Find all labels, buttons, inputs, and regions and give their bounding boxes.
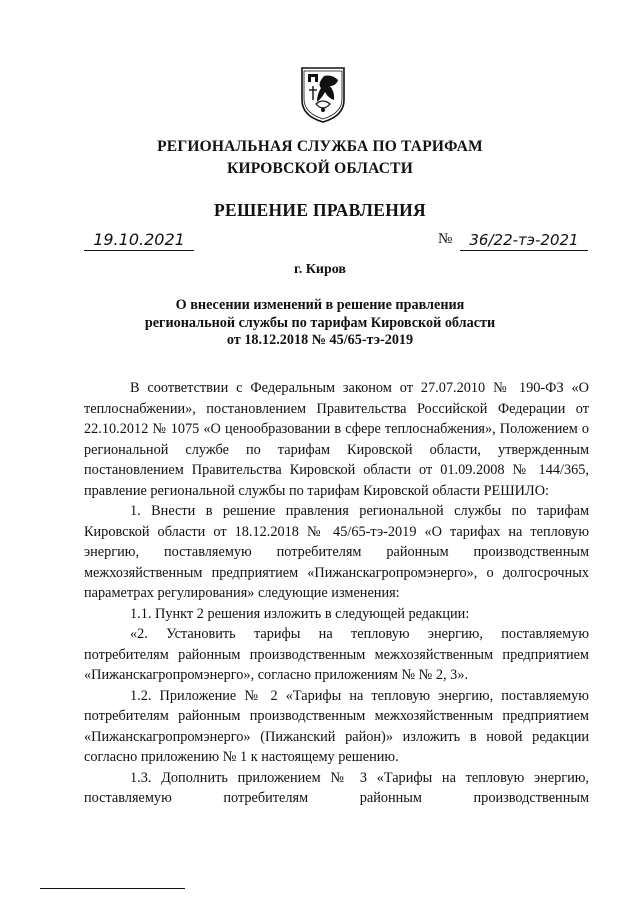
subject-line: О внесении изменений в решение правления [175,297,465,313]
coat-of-arms-icon [300,66,346,124]
body-paragraph [84,501,589,604]
document-subject [100,297,540,350]
body-paragraph [84,624,589,686]
paragraph-text: «2. Установить тарифы на тепловую энергию, поставляемую потребителям районным производственным межхозяйственным предприятием «Пижанскагропромэнерго», согласно приложениям № № 2, 3». [84,626,589,683]
document-date: 19.10.2021 [84,228,194,251]
body-paragraph [84,686,589,768]
document-body [84,378,589,809]
paragraph-text: 1.1. Пункт 2 решения изложить в следующей редакции: [130,605,470,622]
document-number [438,228,588,250]
organization-name-line1: РЕГИОНАЛЬНАЯ СЛУЖБА ПО ТАРИФАМ [157,138,483,155]
city: г. Киров [294,262,346,277]
number-value: 36/22-тэ-2021 [460,228,588,251]
subject-line: от 18.12.2018 № 45/65-тэ-2019 [226,332,414,348]
subject-line: региональной службы по тарифам Кировской области [144,314,496,331]
body-paragraph [84,378,589,501]
number-sign: № [438,231,453,247]
organization-name-line2: КИРОВСКОЙ ОБЛАСТИ [227,160,413,177]
body-paragraph [84,768,589,809]
paragraph-text: В соответствии с Федеральным законом от 27.07.2010 № 190-ФЗ «О теплоснабжении», постановлением Правительства Российской Федерации от 22.10.2012 № 1075 «О ценообразовании в сфере теплоснабжения», Положением о региональной службе по тарифам Кировской области, утвержденным постановлением Правительства Кировской области от 01.09.2008 № 144/365, правление региональной службы по тарифам Кировской области РЕШИЛО: [84,380,589,499]
paragraph-text: 1.2. Приложение № 2 «Тарифы на тепловую энергию, поставляемую потребителям районным производственным межхозяйственным предприятием «Пижанскагропромэнерго» (Пижанский район)» изложить в новой редакции согласно приложению № 1 к настоящему решению. [84,687,589,765]
body-paragraph [84,604,589,625]
paragraph-text: 1.3. Дополнить приложением № 3 «Тарифы на тепловую энергию, поставляемую потребителям районным производственным [84,769,589,806]
paragraph-text: 1. Внести в решение правления региональной службы по тарифам Кировской области от 18.12.2018 № 45/65-тэ-2019 «О тарифах на тепловую энергию, поставляемую потребителям районным производственным межхозяйственным предприятием «Пижанскагропромэнерго», о долгосрочных параметрах регулирования» следующие изменения: [84,503,589,601]
footnote-separator [40,888,185,889]
document-title: РЕШЕНИЕ ПРАВЛЕНИЯ [214,200,426,220]
